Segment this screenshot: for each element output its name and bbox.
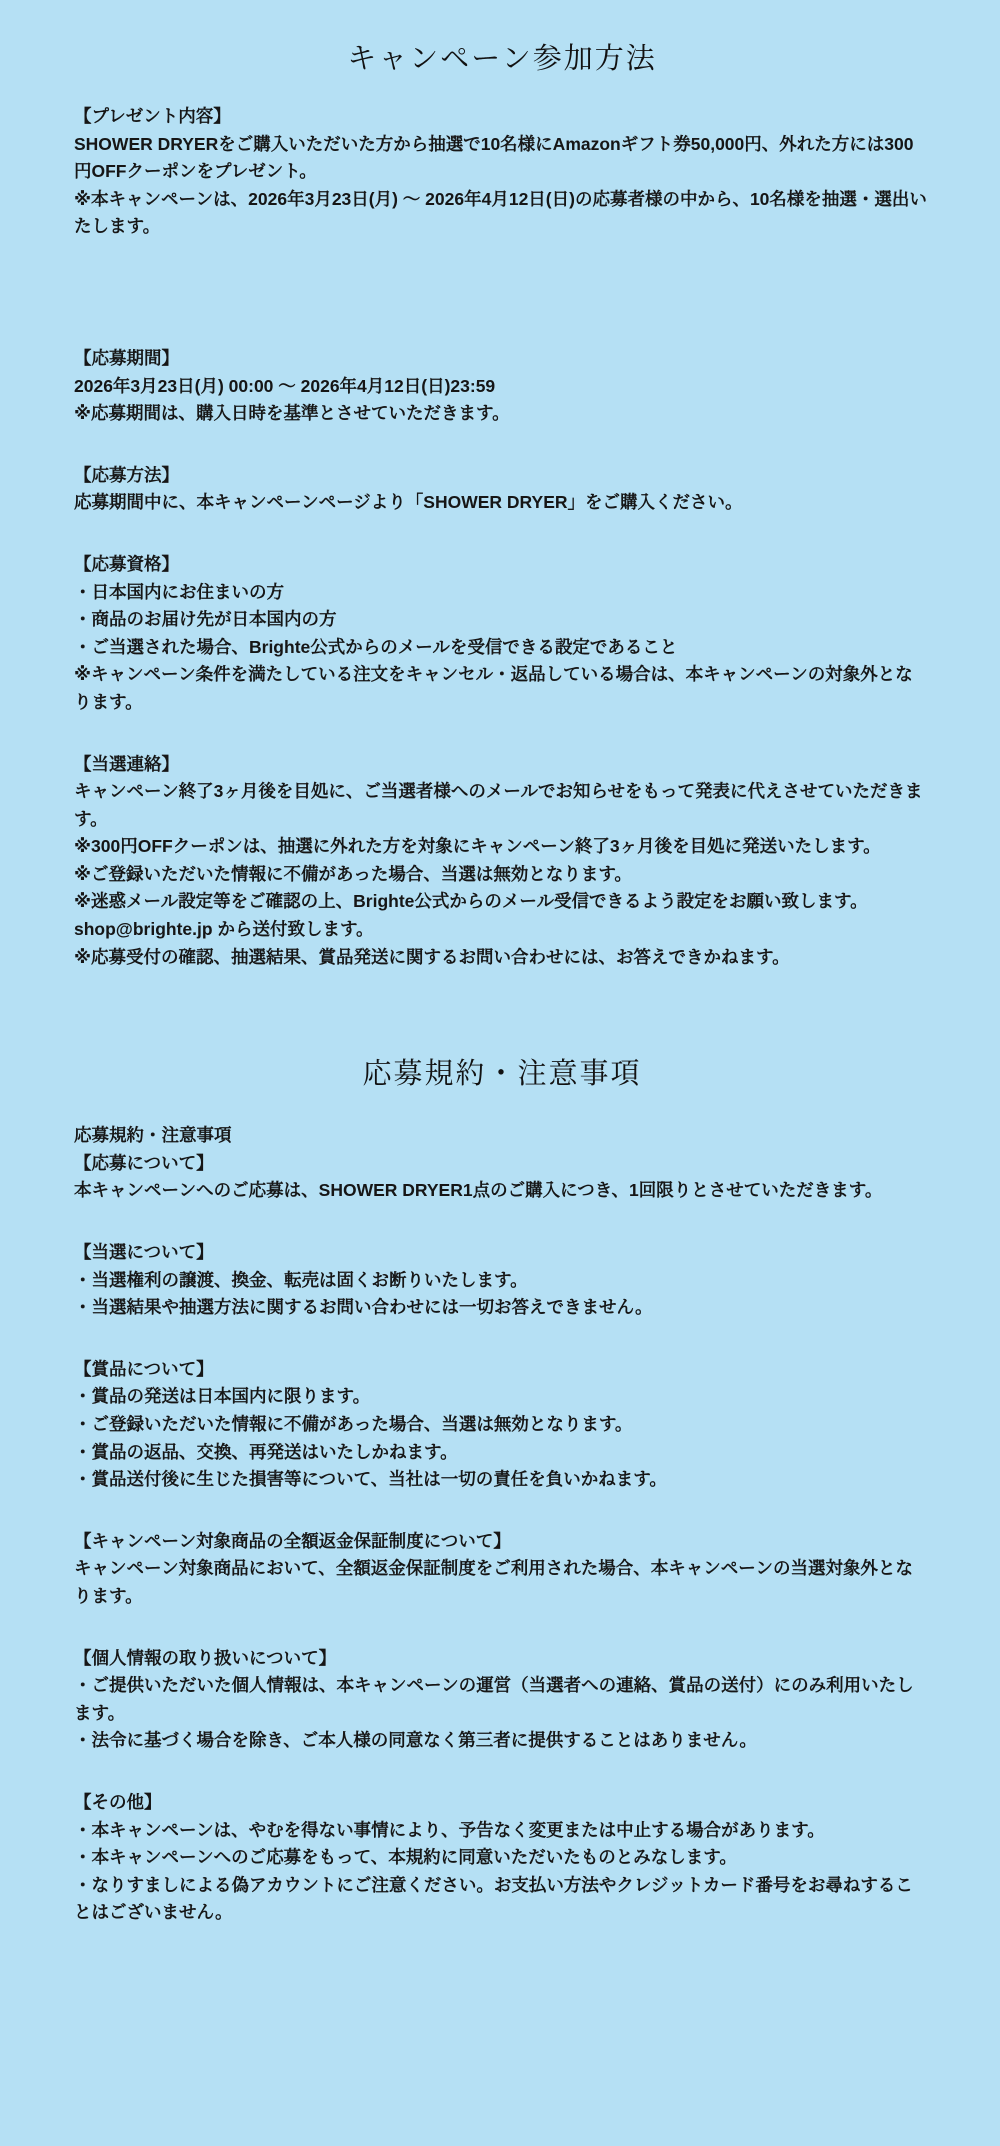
section-line: ・本キャンペーンは、やむを得ない事情により、予告なく変更または中止する場合があります。 [74, 1819, 825, 1840]
section-other [74, 1789, 930, 1927]
section-heading: 【その他】 [74, 1791, 162, 1812]
section-line: ・商品のお届け先が日本国内の方 [74, 609, 337, 630]
section-heading: 【キャンペーン対象商品の全額返金保証制度について】 [74, 1530, 511, 1551]
section-eligibility [74, 551, 930, 717]
section-line: ※ご登録いただいた情報に不備があった場合、当選は無効となります。 [74, 863, 632, 884]
section-winner-notification [74, 751, 930, 972]
section-line: ・ご登録いただいた情報に不備があった場合、当選は無効となります。 [74, 1414, 633, 1434]
section-heading: 【プレゼント内容】 [74, 106, 231, 126]
section-heading: 【応募方法】 [74, 464, 179, 485]
section-entry-terms [74, 1122, 930, 1205]
section-heading: 【当選について】 [74, 1242, 214, 1263]
section-line: ・日本国内にお住まいの方 [74, 581, 284, 602]
section-heading: 【応募資格】 [74, 553, 179, 574]
page-title-terms: 応募規約・注意事項 [362, 1058, 642, 1091]
section-heading: 【応募について】 [74, 1152, 214, 1173]
section-line: キャンペーン終了3ヶ月後を目処に、ご当選者様へのメールでお知らせをもって発表に代えさせていただきます。 [74, 781, 923, 829]
section-line: 2026年3月23日(月) 00:00 ～ 2026年4月12日(日)23:59 [74, 375, 496, 396]
section-line: キャンペーン対象商品において、全額返金保証制度をご利用された場合、本キャンペーンの当選対象外となります。 [74, 1558, 913, 1606]
section-heading: 【応募期間】 [74, 347, 179, 368]
page-title-participation: キャンペーン参加方法 [347, 43, 657, 75]
section-about-prizes [74, 1356, 930, 1494]
section-line: 応募期間中に、本キャンペーンページより「SHOWER DRYER」をご購入ください。 [74, 492, 743, 513]
section-entry-method [74, 462, 930, 517]
section-line: ※迷惑メール設定等をご確認の上、Brighte公式からのメール受信できるよう設定をお願い致します。shop@brighte.jp から送付致します。 [74, 891, 868, 940]
section-line: ※300円OFFクーポンは、抽選に外れた方を対象にキャンペーン終了3ヶ月後を目処に発送いたします。 [74, 836, 881, 857]
section-heading: 【賞品について】 [74, 1358, 214, 1379]
section-personal-info [74, 1645, 930, 1755]
section-line: ・当選権利の譲渡、換金、転売は固くお断りいたします。 [74, 1269, 528, 1290]
section-refund-guarantee [74, 1528, 930, 1611]
section-line: ・なりすましによる偽アカウントにご注意ください。お支払い方法やクレジットカード番号をお尋ねすることはございません。 [74, 1874, 913, 1923]
section-line: ・ご提供いただいた個人情報は、本キャンペーンの運営（当選者への連絡、賞品の送付）にのみ利用いたします。 [74, 1675, 914, 1723]
section-about-winning [74, 1239, 930, 1322]
section-line: ・ご当選された場合、Brighte公式からのメールを受信できる設定であること [74, 636, 678, 657]
section-line: ※応募期間は、購入日時を基準とさせていただきます。 [74, 403, 510, 424]
section-line: ※本キャンペーンは、2026年3月23日(月) ～ 2026年4月12日(日)の応募者様の中から、10名様を抽選・選出いたします。 [74, 188, 927, 237]
section-line: ・賞品の発送は日本国内に限ります。 [74, 1386, 371, 1407]
terms-subtitle: 応募規約・注意事項 [74, 1125, 232, 1146]
section-line: ※キャンペーン条件を満たしている注文をキャンセル・返品している場合は、本キャンペーンの対象外となります。 [74, 664, 913, 712]
section-heading: 【当選連絡】 [74, 753, 179, 774]
section-line: SHOWER DRYERをご購入いただいた方から抽選で10名様にAmazonギフト券50,000円、外れた方には300円OFFクーポンをプレゼント。 [74, 133, 914, 182]
section-line: ・賞品送付後に生じた損害等について、当社は一切の責任を負いかねます。 [74, 1469, 667, 1490]
section-line: ・法令に基づく場合を除き、ご本人様の同意なく第三者に提供することはありません。 [74, 1730, 757, 1751]
section-entry-period [74, 345, 930, 428]
section-line: ・賞品の返品、交換、再発送はいたしかねます。 [74, 1441, 458, 1462]
section-line: ※応募受付の確認、抽選結果、賞品発送に関するお問い合わせには、お答えできかねます。 [74, 946, 790, 967]
campaign-page [0, 36, 1000, 1997]
section-line: 本キャンペーンへのご応募は、SHOWER DRYER1点のご購入につき、1回限りとさせていただきます。 [74, 1180, 883, 1201]
section-line: ・当選結果や抽選方法に関するお問い合わせには一切お答えできません。 [74, 1297, 653, 1318]
section-present-contents [74, 103, 930, 241]
section-line: ・本キャンペーンへのご応募をもって、本規約に同意いただいたものとみなします。 [74, 1847, 737, 1868]
section-heading: 【個人情報の取り扱いについて】 [74, 1647, 337, 1668]
